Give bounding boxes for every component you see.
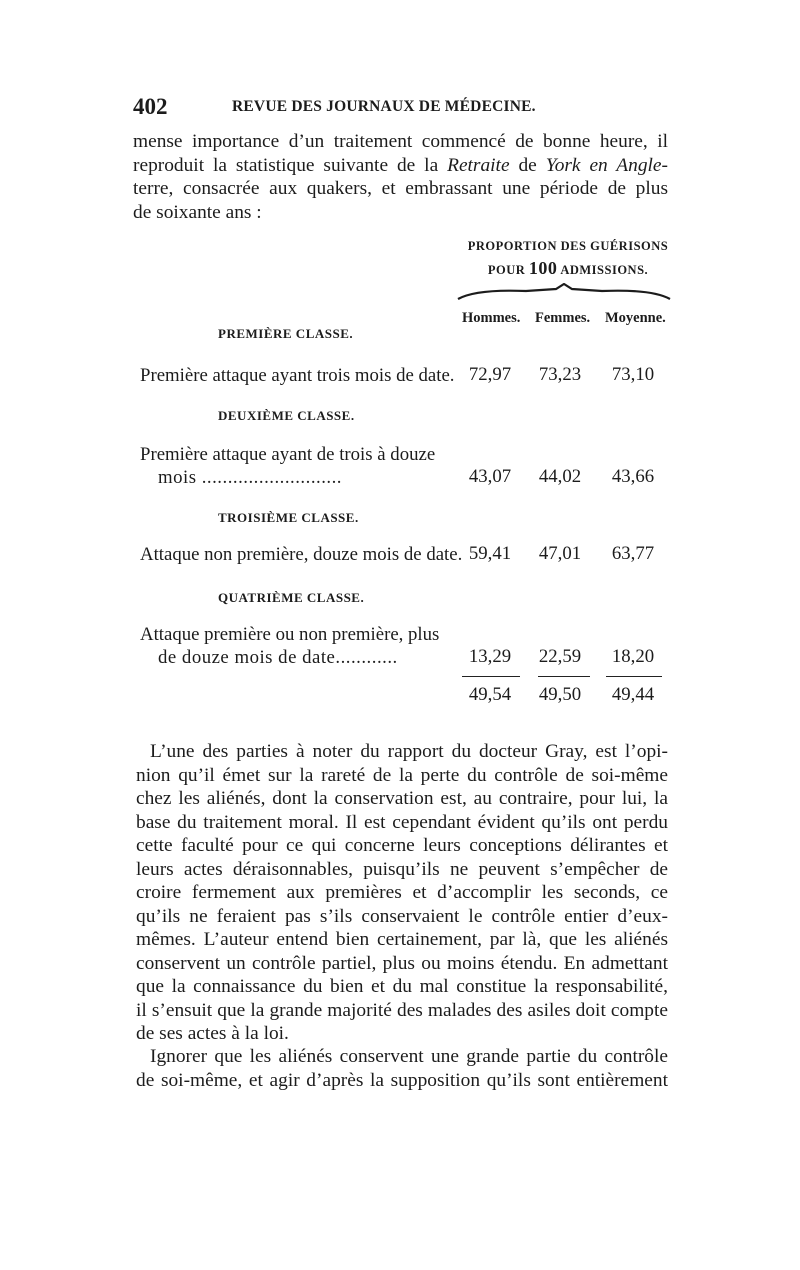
row-label: de douze mois de date............	[158, 647, 398, 668]
row-label: Première attaque ayant trois mois de date.	[140, 365, 455, 386]
running-title: REVUE DES JOURNAUX DE MÉDECINE.	[232, 98, 536, 115]
intro-line-text: reproduit la statistique suivante de la Retraite de York en Angle-	[133, 154, 668, 176]
class-title: PREMIÈRE CLASSE.	[218, 326, 354, 341]
body-line: base du traitement moral. Il est cependant évident qu’ils ont perdu	[136, 811, 668, 833]
body-paragraph-2	[136, 1045, 668, 1092]
cell-moyenne: 73,10	[611, 364, 655, 385]
group-header-number: 100	[528, 258, 558, 278]
body-line: L’une des parties à noter du rapport du docteur Gray, est l’opi-	[150, 741, 668, 762]
total-rule	[538, 676, 590, 677]
intro-line	[133, 154, 668, 178]
row-label: Attaque non première, douze mois de date.	[140, 544, 463, 565]
cell-hommes: 72,97	[468, 364, 512, 385]
intro-paragraph	[133, 130, 668, 224]
total-rule	[462, 676, 520, 677]
total-hommes: 49,54	[468, 684, 512, 705]
column-header-hommes: Hommes.	[462, 310, 521, 326]
cell-moyenne: 43,66	[611, 466, 655, 487]
body-line: que la connaissance du bien et du mal constitue la responsabilité,	[136, 976, 668, 997]
row-label: Attaque première ou non première, plus	[140, 624, 440, 645]
body-line: de ses actes à la loi.	[136, 1023, 289, 1044]
italic-text: York en Angle-	[545, 154, 668, 176]
total-femmes: 49,50	[538, 684, 582, 705]
body-line: conservent un contrôle partiel, plus ou moins étendu. En admettant	[136, 952, 668, 974]
body-line: nion qu’il émet sur la rareté de la perte du contrôle de soi-même	[136, 764, 668, 786]
intro-line: mense importance d’un traitement commencé de bonne heure, il	[133, 131, 668, 152]
page-number: 402	[133, 94, 168, 119]
body-line: Ignorer que les aliénés conservent une grande partie du contrôle	[150, 1046, 668, 1067]
body-line: mêmes. L’auteur entend bien certainement, par là, que les aliénés	[136, 929, 668, 950]
cell-moyenne: 18,20	[611, 646, 655, 667]
cell-hommes: 43,07	[468, 466, 512, 487]
class-title: TROISIÈME CLASSE.	[218, 510, 359, 525]
body-line: il s’ensuit que la grande majorité des malades des asiles doit compte	[136, 999, 668, 1021]
body-line: chez les aliénés, dont la conservation est, au contraire, pour lui, la	[136, 788, 668, 809]
column-header-femmes: Femmes.	[535, 310, 591, 326]
column-header-moyenne: Moyenne.	[605, 310, 666, 326]
body-line: de soi-même, et agir d’après la supposition qu’ils sont entièrement	[136, 1069, 668, 1091]
cell-hommes: 59,41	[468, 543, 512, 564]
row-label: Première attaque ayant de trois à douze	[140, 444, 436, 465]
cell-moyenne: 63,77	[611, 543, 655, 564]
total-rule	[606, 676, 662, 677]
table-group-header-line2	[458, 257, 678, 281]
intro-line: de soixante ans :	[133, 201, 262, 223]
row-label: mois ...........................	[158, 467, 342, 488]
cell-femmes: 44,02	[538, 466, 582, 487]
body-line: leurs actes déraisonnables, puisqu’ils ne peuvent s’empêcher de	[136, 858, 668, 880]
group-header-suffix: ADMISSIONS.	[560, 263, 649, 277]
total-moyenne: 49,44	[611, 684, 655, 705]
body-line: qu’ils ne feraient pas s’ils conservaient le contrôle entier d’eux-	[136, 905, 668, 927]
class-title: DEUXIÈME CLASSE.	[218, 408, 355, 423]
body-paragraph-1	[136, 740, 668, 1046]
table-group-header	[458, 235, 678, 281]
cell-hommes: 13,29	[468, 646, 512, 667]
brace-icon	[456, 283, 672, 301]
table-group-header-line1: PROPORTION DES GUÉRISONS	[467, 239, 669, 253]
cell-femmes: 73,23	[538, 364, 582, 385]
intro-line: terre, consacrée aux quakers, et embrassant une période de plus	[133, 178, 668, 199]
class-title: QUATRIÈME CLASSE.	[218, 590, 365, 605]
cell-femmes: 22,59	[538, 646, 582, 667]
body-line: cette faculté pour ce qui concerne leurs conceptions délirantes et	[136, 835, 668, 856]
group-header-prefix: POUR	[487, 263, 526, 277]
cell-femmes: 47,01	[538, 543, 582, 564]
body-line: croire fermement aux premières et d’accomplir les seconds, ce	[136, 882, 668, 903]
italic-text: Retraite	[447, 154, 510, 176]
